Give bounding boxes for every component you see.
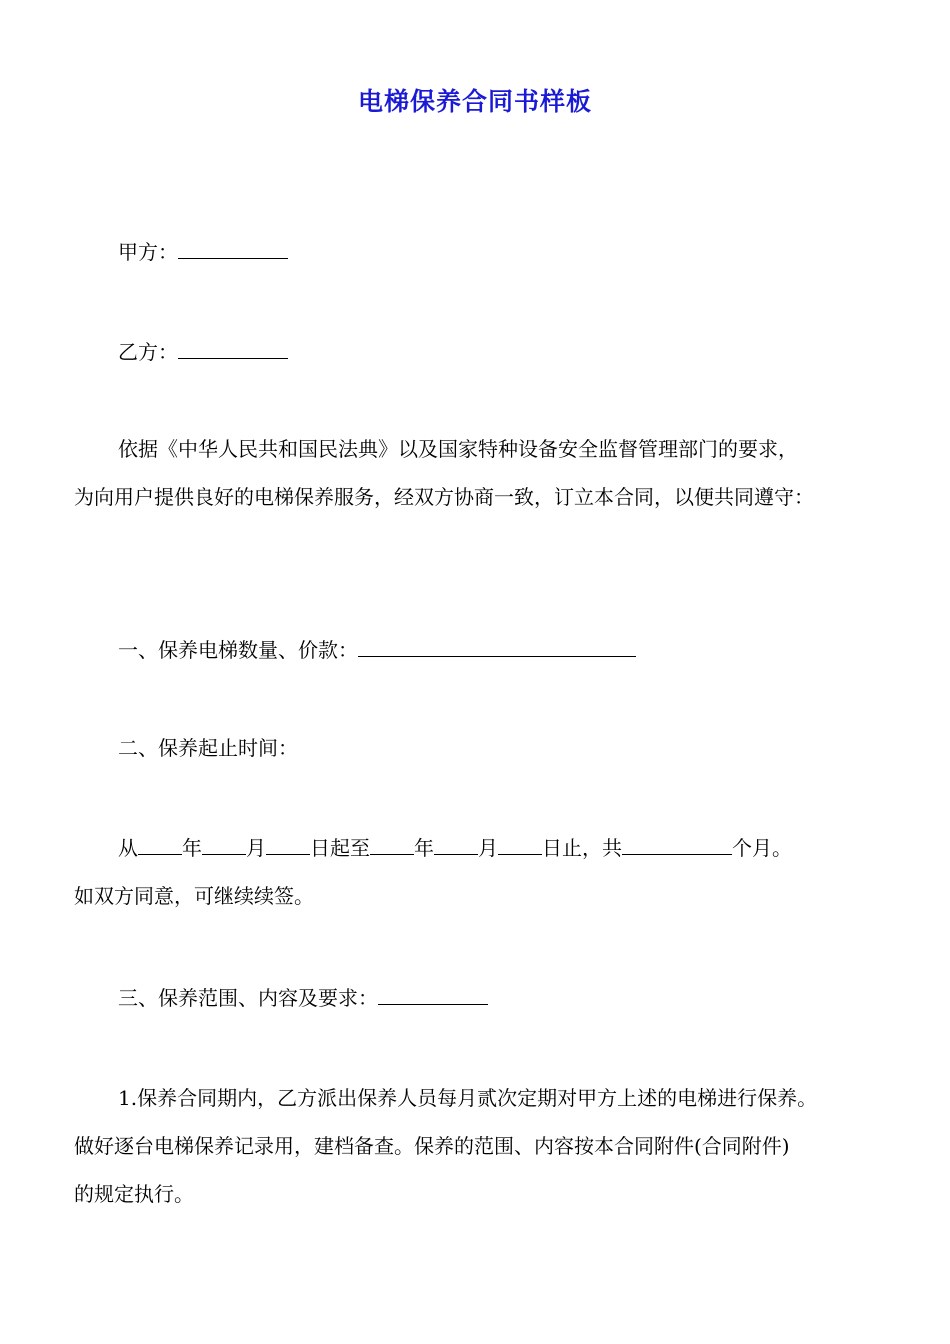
period-day-end: 日止，共 — [542, 836, 622, 860]
clause-1-line-1: 1.保养合同期内，乙方派出保养人员每月贰次定期对甲方上述的电梯进行保养。 — [118, 1086, 818, 1110]
months-count-blank[interactable] — [622, 836, 732, 855]
party-a-line — [74, 228, 894, 276]
period-from: 从 — [118, 836, 138, 860]
period-paragraph — [74, 824, 894, 920]
period-months-suffix: 个月。 — [732, 836, 792, 860]
scope-blank[interactable] — [378, 986, 488, 1005]
end-month-blank[interactable] — [434, 836, 478, 855]
end-year-blank[interactable] — [370, 836, 414, 855]
party-b-label: 乙方： — [118, 340, 178, 364]
section-3-line — [74, 974, 894, 1022]
period-month-2: 月 — [478, 836, 498, 860]
end-day-blank[interactable] — [498, 836, 542, 855]
document-title: 电梯保养合同书样板 — [357, 87, 592, 116]
intro-line-1: 依据《中华人民共和国民法典》以及国家特种设备安全监督管理部门的要求， — [118, 437, 798, 461]
section-1-line — [74, 626, 894, 674]
intro-paragraph — [74, 425, 894, 521]
clause-1-line-2: 做好逐台电梯保养记录用，建档备查。保养的范围、内容按本合同附件(合同附件) — [74, 1134, 790, 1158]
party-b-line — [74, 328, 894, 376]
start-year-blank[interactable] — [138, 836, 182, 855]
start-day-blank[interactable] — [266, 836, 310, 855]
period-year-2: 年 — [414, 836, 434, 860]
elevator-quantity-price-blank[interactable] — [358, 638, 636, 657]
party-b-blank[interactable] — [178, 340, 288, 359]
section-1-label: 一、保养电梯数量、价款： — [118, 638, 358, 662]
section-3-label: 三、保养范围、内容及要求： — [118, 986, 378, 1010]
period-year-1: 年 — [182, 836, 202, 860]
start-month-blank[interactable] — [202, 836, 246, 855]
section-2-label: 二、保养起止时间： — [118, 736, 298, 760]
section-2-line — [74, 724, 894, 772]
party-a-label: 甲方： — [118, 240, 178, 264]
period-day-start: 日起至 — [310, 836, 370, 860]
period-month-1: 月 — [246, 836, 266, 860]
intro-line-2: 为向用户提供良好的电梯保养服务，经双方协商一致，订立本合同，以便共同遵守： — [74, 485, 814, 509]
renew-text: 如双方同意，可继续续签。 — [74, 884, 314, 908]
clause-1-line-3: 的规定执行。 — [74, 1182, 194, 1206]
party-a-blank[interactable] — [178, 240, 288, 259]
clause-1-paragraph — [74, 1074, 894, 1218]
